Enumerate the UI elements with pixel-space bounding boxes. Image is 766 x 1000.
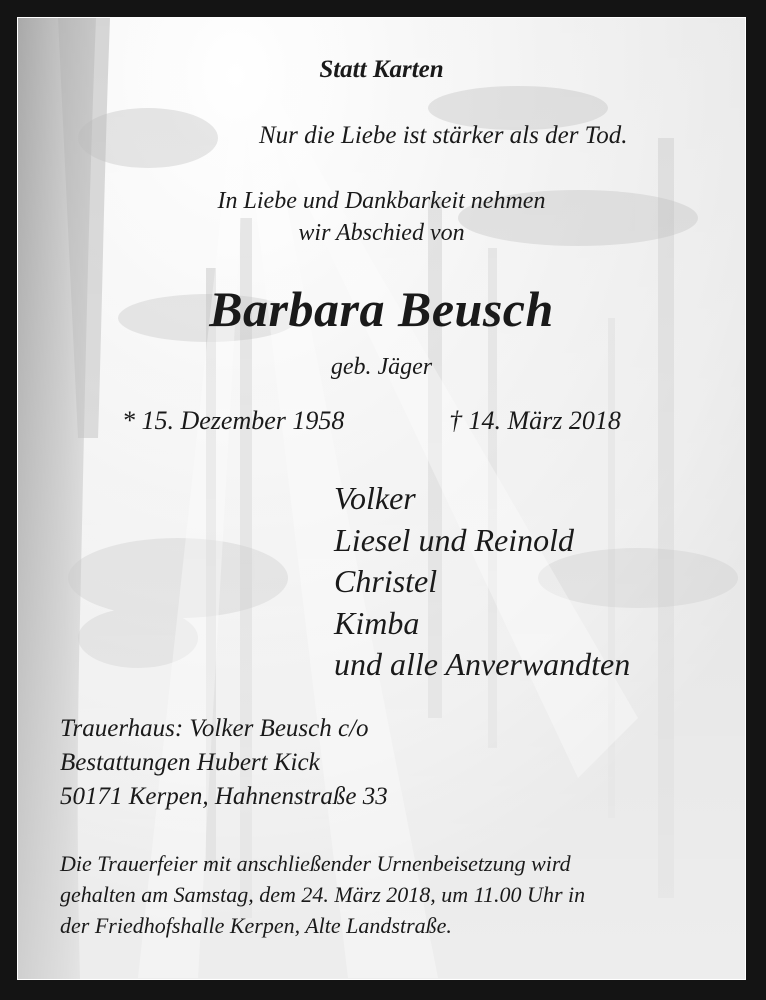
service-line: gehalten am Samstag, dem 24. März 2018, um 11.00 Uhr in bbox=[60, 882, 586, 907]
address-line: Bestattungen Hubert Kick bbox=[60, 749, 320, 776]
mourner-item: und alle Anverwandten bbox=[334, 646, 631, 682]
obituary-frame bbox=[18, 18, 745, 979]
mourner-item: Kimba bbox=[334, 604, 420, 641]
address-line: 50171 Kerpen, Hahnenstraße 33 bbox=[60, 783, 388, 810]
obituary-content bbox=[18, 18, 745, 979]
mourner-item: Volker bbox=[334, 480, 416, 516]
death-date: † 14. März 2018 bbox=[449, 406, 621, 435]
address-line: Trauerhaus: Volker Beusch c/o bbox=[60, 715, 369, 742]
maiden-name: geb. Jäger bbox=[330, 354, 433, 380]
mourner-item: Liesel und Reinold bbox=[334, 521, 574, 558]
birth-date: * 15. Dezember 1958 bbox=[122, 406, 345, 435]
mourner-item: Christel bbox=[334, 563, 438, 599]
header-statt-karten: Statt Karten bbox=[319, 56, 444, 83]
service-line: Die Trauerfeier mit anschließender Urnenbeisetzung wird bbox=[60, 851, 571, 876]
mourners-list bbox=[334, 478, 630, 686]
intro-line-2: wir Abschied von bbox=[298, 220, 465, 246]
service-line: der Friedhofshalle Kerpen, Alte Landstraße. bbox=[60, 913, 452, 938]
funeral-service-info bbox=[60, 848, 730, 941]
intro-line-1: In Liebe und Dankbarkeit nehmen bbox=[217, 188, 546, 214]
epigraph-quote: Nur die Liebe ist stärker als der Tod. bbox=[259, 122, 628, 149]
mourning-house-address bbox=[60, 712, 388, 814]
deceased-name: Barbara Beusch bbox=[209, 281, 554, 337]
